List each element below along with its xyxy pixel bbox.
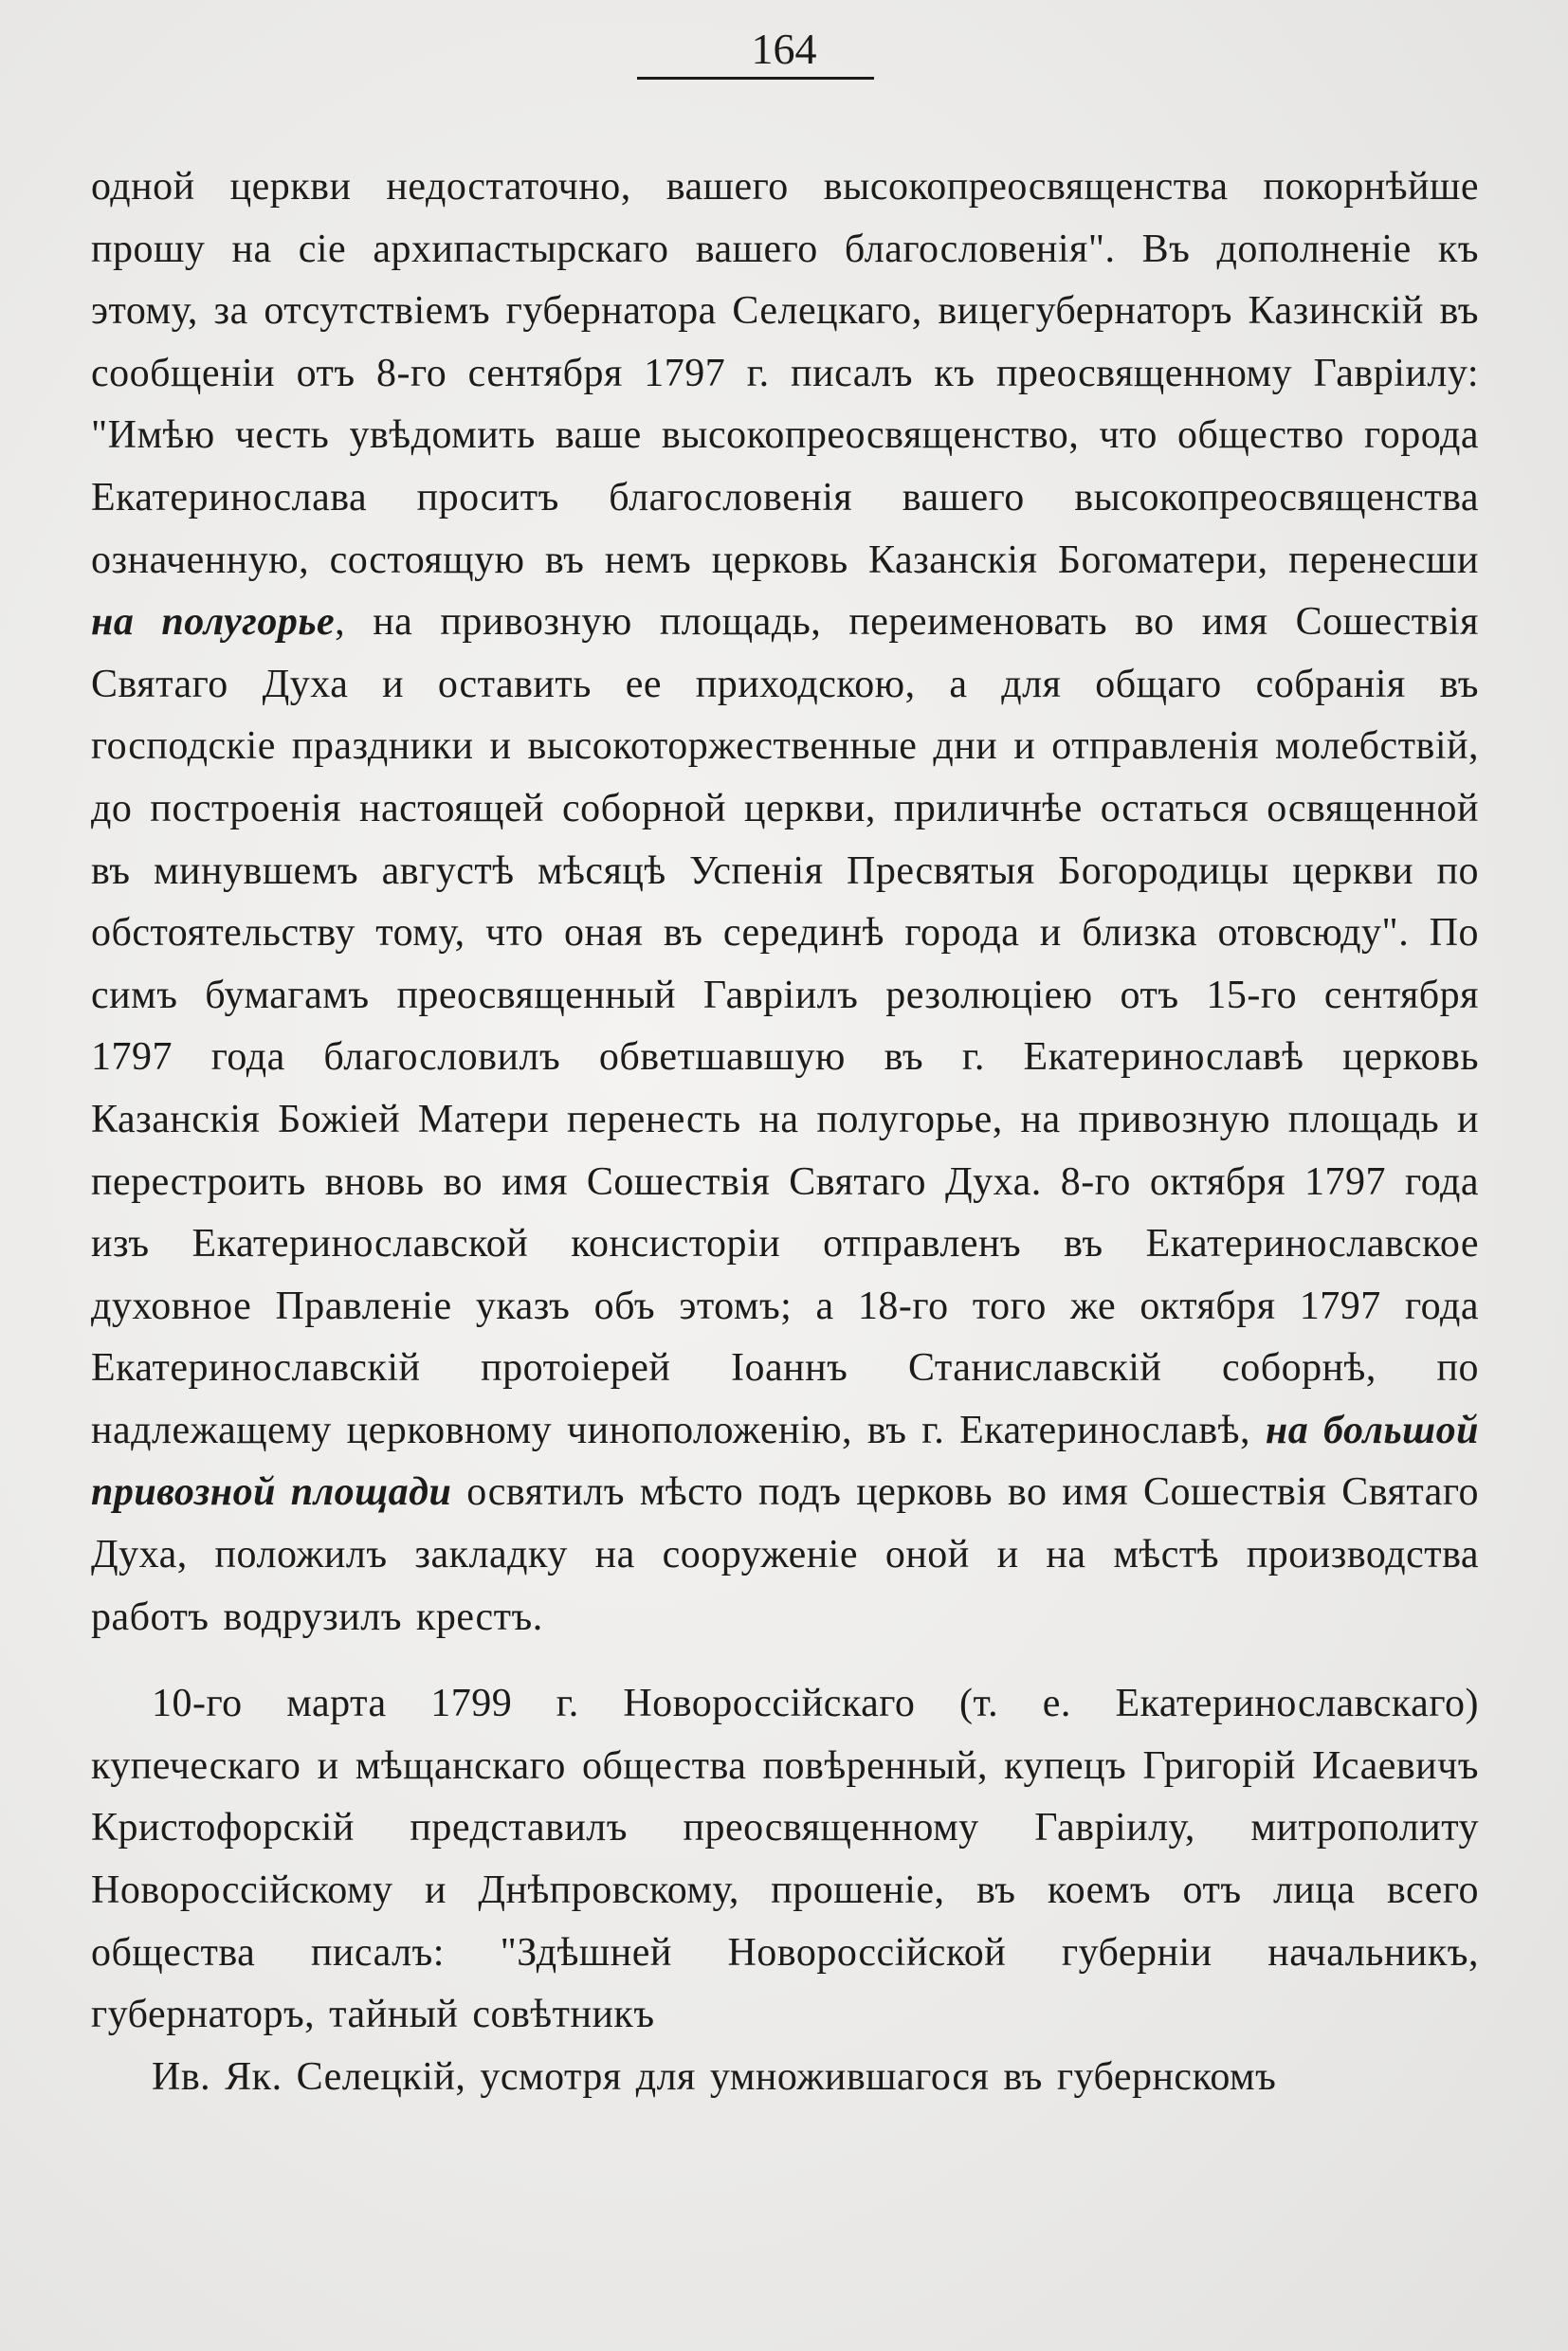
- paragraph-2-text: 10-го марта 1799 г. Новороссійскаго (т. е. Екатеринославскаго) купеческаго и мѣщанскаго общества повѣренный, купецъ Григорій Исаевичъ Кристофорскій представилъ преосвященному Гавріилу, митрополиту Новороссійскому и Днѣпровскому, прошеніе, въ коемъ отъ лица всего общества писалъ: "Здѣшней Новороссійской губерніи начальникъ, губернаторъ, тайный совѣтникъ: [91, 1682, 1479, 2037]
- paragraph-1-italic-2: на большой привозной площади: [91, 1408, 1480, 1515]
- paragraph-1: [91, 156, 1479, 1649]
- page-number: 164: [751, 25, 817, 73]
- body-text: [91, 156, 1479, 2108]
- paragraph-1-text-3: освятилъ мѣсто подъ церковь во имя Сошествія Святаго Духа, положилъ закладку на сооруженіе оной и на мѣстѣ производства работъ водрузилъ крестъ.: [91, 1470, 1480, 1639]
- paragraph-2-last-line: Ив. Як. Селецкій, усмотря для умножившагося въ губернскомъ: [152, 2054, 1277, 2099]
- paragraph-1-italic-1: на полугорье: [91, 600, 336, 645]
- paragraph-1-text-2: , на привозную площадь, переименовать во имя Сошествія Святаго Духа и оставить ее приходскою, а для общаго собранія въ господскіе праздники и высокоторжественные дни и отправленія молебствій, до построенія настоящей соборной церкви, приличнѣе остаться освященной въ минувшемъ августѣ мѣсяцѣ Успенія Пресвятыя Богородицы церкви по обстоятельству тому, что оная въ серединѣ города и близка отовсюду". По симъ бумагамъ преосвященный Гавріилъ резолюціею отъ 15-го сентября 1797 года благословилъ обветшавшую въ г. Екатеринославѣ церковь Казанскія Божіей Матери перенесть на полугорье, на привозную площадь и перестроить вновь во имя Сошествія Святаго Духа. 8-го октября 1797 года изъ Екатеринославской консисторіи отправленъ въ Екатеринославское духовное Правленіе указъ объ этомъ; а 18-го того же октября 1797 года Екатеринославскій протоіерей Іоаннъ Станиславскій соборнѣ, по надлежащему церковному чиноположенію, въ г. Екатеринославѣ,: [91, 600, 1479, 1452]
- header-rule: [637, 77, 874, 80]
- paragraph-1-text-1: одной церкви недостаточно, вашего высокопреосвященства покорнѣйше прошу на сіе архипастырскаго вашего благословенія". Въ дополненіе къ этому, за отсутствіемъ губернатора Селецкаго, вицегубернаторъ Казинскій въ сообщеніи отъ 8-го сентября 1797 г. писалъ къ преосвященному Гавріилу: "Имѣю честь увѣдомить ваше высокопреосвященство, что общество города Екатеринослава проситъ благословенія вашего высокопреосвященства означенную, состоящую въ немъ церковь Казанскія Богоматери, перенесши: [91, 165, 1479, 582]
- paragraph-2: [91, 1673, 1479, 2108]
